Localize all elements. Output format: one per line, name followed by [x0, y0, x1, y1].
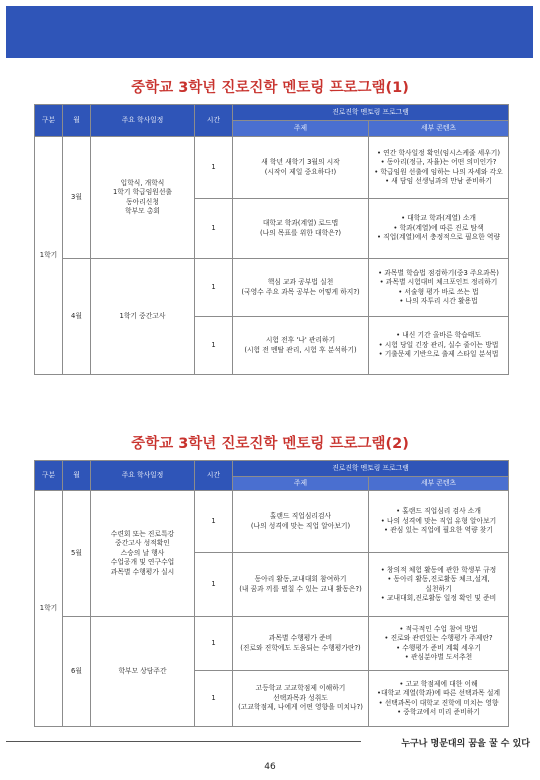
mentoring-table-1	[34, 104, 509, 375]
header-schedule: 주요 학사일정	[91, 461, 195, 491]
footer-slogan: 누구나 명문대의 꿈을 꿀 수 있다	[401, 739, 530, 749]
page-number: 46	[264, 762, 276, 772]
footer-divider	[6, 741, 361, 742]
topic-cell: 고등학교 고교학점제 이해하기 선택과목과 성취도 (고교학점제, 나에게 어떤 영향을 미치나?)	[233, 671, 369, 727]
header-topic: 주제	[233, 121, 369, 137]
topic-cell: 대학교 학과(계열) 로드맵 (나의 목표를 위한 대학은?)	[233, 199, 369, 259]
time-cell: 1	[195, 199, 233, 259]
header-category: 구분	[35, 105, 63, 137]
schedule-cell: 1학기 중간고사	[91, 259, 195, 375]
details-cell: • 홀랜드 직업심리 검사 소개 • 나의 성격에 맞는 직업 유형 알아보기 • 관심 있는 직업에 필요한 역량 찾기	[369, 491, 509, 553]
header-schedule: 주요 학사일정	[91, 105, 195, 137]
footer	[0, 736, 540, 748]
mentoring-table-2	[34, 460, 509, 727]
header-month: 월	[63, 105, 91, 137]
header-month: 월	[63, 461, 91, 491]
header-time: 시간	[195, 105, 233, 137]
topic-cell: 과목별 수행평가 준비 (진로와 진학에도 도움되는 수행평가란?)	[233, 617, 369, 671]
month-cell: 3월	[63, 137, 91, 259]
header-category: 구분	[35, 461, 63, 491]
details-cell: • 적극적인 수업 참여 방법 • 진로와 관련있는 수행평가 주제란? • 수행평가 준비 계획 세우기 • 관심분야별 도서추천	[369, 617, 509, 671]
month-cell: 5월	[63, 491, 91, 617]
time-cell: 1	[195, 259, 233, 317]
schedule-cell: 입학식, 개학식 1학기 학급임원선출 동아리신청 학부모 총회	[91, 137, 195, 259]
topic-cell: 시험 전후 '나' 관리하기 (시험 전 멘탈 관리, 시험 후 분석하기)	[233, 317, 369, 375]
time-cell: 1	[195, 671, 233, 727]
program-title-2: 중학교 3학년 진로진학 멘토링 프로그램(2)	[131, 436, 409, 452]
header-program: 진로진학 멘토링 프로그램	[233, 461, 509, 477]
time-cell: 1	[195, 137, 233, 199]
header-details: 세부 콘텐츠	[369, 121, 509, 137]
topic-cell: 핵심 교과 공부법 실천 (국영수 주요 과목 공부는 어떻게 하지?)	[233, 259, 369, 317]
header-program: 진로진학 멘토링 프로그램	[233, 105, 509, 121]
schedule-cell: 학부모 상담주간	[91, 617, 195, 727]
time-cell: 1	[195, 553, 233, 617]
topic-cell: 동아리 활동,교내대회 참여하기 (내 꿈과 끼를 펼칠 수 있는 교내 활동은?)	[233, 553, 369, 617]
header-time: 시간	[195, 461, 233, 491]
header-topic: 주제	[233, 477, 369, 491]
time-cell: 1	[195, 617, 233, 671]
details-cell: • 고교 학점제에 대한 이해 •대학교 계열(학과)에 따른 선택과목 설계 • 선택과목이 대학교 진학에 미치는 영향 • 중학교에서 미리 준비하기	[369, 671, 509, 727]
month-cell: 4월	[63, 259, 91, 375]
semester-cell: 1학기	[35, 137, 63, 375]
semester-cell: 1학기	[35, 491, 63, 727]
time-cell: 1	[195, 317, 233, 375]
schedule-cell: 수련회 또는 진로특강 중간고사 성적확인 스승의 날 행사 수업공개 및 연구수업 과목별 수행평가 실시	[91, 491, 195, 617]
program-title-1: 중학교 3학년 진로진학 멘토링 프로그램(1)	[131, 80, 409, 96]
header-details: 세부 콘텐츠	[369, 477, 509, 491]
details-cell: • 내신 기간 올바른 학습태도 • 시험 당일 긴장 관리, 실수 줄이는 방법 • 기출문제 기반으로 출제 스타일 분석법	[369, 317, 509, 375]
time-cell: 1	[195, 491, 233, 553]
header-banner	[6, 6, 533, 58]
details-cell: • 창의적 체험 활동에 관한 학생부 규정 • 동아리 활동,진로활동 체크,설계, 실천하기 • 교내대회,진로활동 일정 확인 및 준비	[369, 553, 509, 617]
topic-cell: 홀랜드 직업심리검사 (나의 성격에 맞는 직업 알아보기)	[233, 491, 369, 553]
details-cell: • 대학교 학과(계열) 소개 • 학과(계열)에 따른 진로 탐색 • 직업(계열)에서 충정적으로 필요한 역량	[369, 199, 509, 259]
topic-cell: 새 학년 새학기 3월의 시작 (시작이 제일 중요하다!)	[233, 137, 369, 199]
details-cell: • 연간 학사일정 확인(임시스케줄 세우기) • 동아리(정규, 자율)는 어떤 의미인가? • 학급임원 선출에 임하는 나의 자세와 각오 • 새 담임 선생님과의 만남 준비하기	[369, 137, 509, 199]
month-cell: 6월	[63, 617, 91, 727]
details-cell: • 과목별 학습법 점검하기(중3 주요과목) • 과목별 시험대비 체크포인트 정리하기 • 서술형 평가 바로 쓰는 법 • 나의 자투리 시간 활용법	[369, 259, 509, 317]
